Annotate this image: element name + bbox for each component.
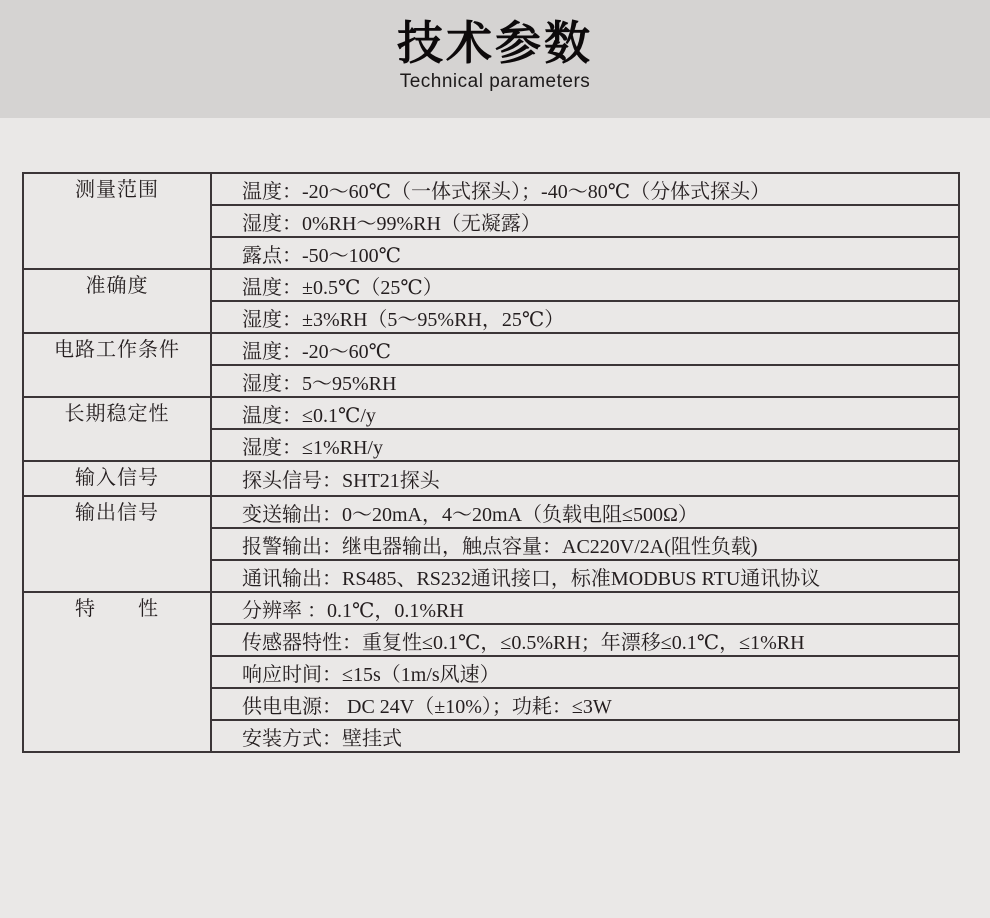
- value-cell: 安装方式：壁挂式: [211, 720, 959, 752]
- category-cell: 输出信号: [23, 496, 211, 592]
- page-subtitle: Technical parameters: [399, 71, 591, 93]
- category-cell: 准确度: [23, 269, 211, 333]
- value-cell: 响应时间：≤15s（1m/s风速）: [211, 656, 959, 688]
- table-row: [23, 397, 959, 429]
- value-cell: 温度：-20～60℃（一体式探头）；-40～80℃（分体式探头）: [211, 173, 959, 205]
- value-cell: 露点：-50～100℃: [211, 237, 959, 269]
- value-cell: 湿度：0%RH～99%RH（无凝露）: [211, 205, 959, 237]
- value-cell: 温度：±0.5℃（25℃）: [211, 269, 959, 301]
- page-title: 技术参数: [397, 17, 593, 69]
- table-row: [23, 461, 959, 496]
- category-cell: 测量范围: [23, 173, 211, 269]
- value-cell: 探头信号：SHT21探头: [211, 461, 959, 496]
- spec-table-body: [23, 173, 959, 752]
- category-cell: 特 性: [23, 592, 211, 752]
- value-cell: 温度：≤0.1℃/y: [211, 397, 959, 429]
- value-cell: 供电电源： DC 24V（±10%）；功耗：≤3W: [211, 688, 959, 720]
- title-band: [0, 0, 990, 118]
- category-cell: 输入信号: [23, 461, 211, 496]
- table-row: [23, 496, 959, 528]
- value-cell: 变送输出：0～20mA，4～20mA（负载电阻≤500Ω）: [211, 496, 959, 528]
- table-row: [23, 333, 959, 365]
- table-row: [23, 592, 959, 624]
- spec-table: [22, 172, 960, 753]
- value-cell: 分辨率 ：0.1℃，0.1%RH: [211, 592, 959, 624]
- table-row: [23, 173, 959, 205]
- value-cell: 传感器特性：重复性≤0.1℃，≤0.5%RH；年漂移≤0.1℃，≤1%RH: [211, 624, 959, 656]
- value-cell: 湿度：≤1%RH/y: [211, 429, 959, 461]
- table-row: [23, 269, 959, 301]
- value-cell: 温度：-20～60℃: [211, 333, 959, 365]
- value-cell: 报警输出：继电器输出，触点容量：AC220V/2A(阻性负载): [211, 528, 959, 560]
- value-cell: 湿度：5～95%RH: [211, 365, 959, 397]
- category-cell: 电路工作条件: [23, 333, 211, 397]
- value-cell: 通讯输出：RS485、RS232通讯接口，标准MODBUS RTU通讯协议: [211, 560, 959, 592]
- value-cell: 湿度：±3%RH（5～95%RH，25℃）: [211, 301, 959, 333]
- category-cell: 长期稳定性: [23, 397, 211, 461]
